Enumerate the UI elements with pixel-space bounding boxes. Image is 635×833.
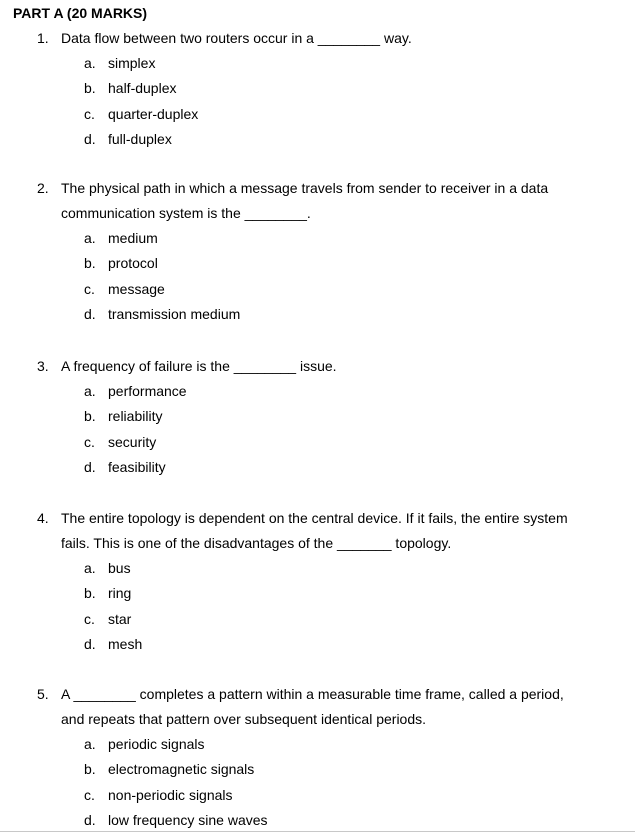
option-list [37, 51, 610, 152]
option-text: security [108, 433, 157, 450]
option-text: full-duplex [108, 130, 172, 147]
option-letter: b. [84, 80, 96, 97]
option-letter: d. [84, 305, 96, 322]
answer-blank: ________ [233, 358, 297, 374]
option-letter: d. [84, 458, 96, 475]
option-d [37, 632, 610, 657]
option-letter: c. [84, 105, 95, 122]
option-text: medium [108, 230, 158, 246]
question-text-part: . [306, 205, 311, 221]
option-b [37, 404, 610, 429]
question-text-continued [37, 201, 610, 226]
option-letter: d. [84, 130, 96, 147]
option-c [37, 430, 610, 455]
option-text: half-duplex [108, 80, 177, 97]
option-letter: b. [84, 761, 96, 778]
answer-blank: ________ [73, 686, 136, 702]
question-text: The entire topology is dependent on the central device. If it fails, the entire system [61, 510, 568, 526]
option-text: bus [108, 560, 131, 576]
option-letter: c. [84, 610, 95, 627]
question-text-part: communication system is the [61, 205, 245, 221]
question-text-part: way. [380, 30, 412, 46]
option-text: feasibility [108, 458, 166, 475]
option-list [37, 226, 610, 327]
question-number: 1. [37, 30, 49, 46]
option-c [37, 277, 610, 302]
option-a [37, 379, 610, 404]
option-text: periodic signals [108, 736, 205, 752]
option-text: transmission medium [108, 305, 241, 322]
question-text-part: issue. [296, 358, 337, 374]
option-text: message [108, 280, 165, 297]
option-d [37, 302, 610, 327]
option-letter: b. [84, 255, 96, 272]
option-text: reliability [108, 408, 163, 425]
option-text: star [108, 610, 132, 627]
question-3 [37, 354, 610, 480]
option-b [37, 251, 610, 276]
question-1 [37, 26, 610, 152]
option-letter: a. [84, 560, 96, 576]
option-list [37, 379, 610, 480]
question-text-part: A [61, 686, 74, 702]
question-text-part: A frequency of failure is the [61, 358, 234, 374]
question-text-part: completes a pattern within a measurable time frame, called a period, [135, 686, 564, 702]
question-text [61, 26, 610, 51]
option-a [37, 732, 610, 757]
option-text: quarter-duplex [108, 105, 199, 122]
option-c [37, 607, 610, 632]
question-text-continued: and repeats that pattern over subsequent identical periods. [61, 711, 427, 727]
question-4 [37, 506, 610, 657]
option-letter: c. [84, 433, 95, 450]
option-text: simplex [108, 55, 156, 71]
option-text: protocol [108, 255, 158, 272]
question-text [61, 682, 610, 707]
question-text: The physical path in which a message travels from sender to receiver in a data [61, 180, 549, 196]
option-a [37, 51, 610, 76]
question-text-part: fails. This is one of the disadvantages of the [61, 535, 338, 551]
option-list [37, 732, 610, 833]
option-text: low frequency sine waves [108, 811, 268, 828]
option-letter: c. [84, 280, 95, 297]
option-letter: b. [84, 408, 96, 425]
option-b [37, 757, 610, 782]
question-number: 2. [37, 180, 49, 196]
question-text-continued [37, 531, 610, 556]
option-a [37, 556, 610, 581]
option-c [37, 102, 610, 127]
answer-blank: ________ [317, 30, 381, 46]
question-text [61, 354, 610, 379]
option-letter: d. [84, 635, 96, 652]
question-2 [37, 176, 610, 327]
option-d [37, 127, 610, 152]
option-c [37, 783, 610, 808]
option-text: mesh [108, 635, 143, 652]
option-text: electromagnetic signals [108, 761, 255, 778]
answer-blank: ________ [244, 205, 307, 221]
option-a [37, 226, 610, 251]
option-letter: a. [84, 736, 96, 752]
section-title: PART A (20 MARKS) [13, 5, 148, 21]
option-list [37, 556, 610, 657]
question-5 [37, 682, 610, 833]
question-text-part: topology. [391, 535, 452, 551]
option-d [37, 808, 610, 833]
question-number: 3. [37, 358, 49, 374]
question-number: 5. [37, 686, 49, 702]
answer-blank: _______ [337, 535, 392, 551]
option-letter: c. [84, 786, 95, 803]
option-text: performance [108, 383, 187, 399]
option-text: non-periodic signals [108, 786, 233, 803]
option-letter: d. [84, 811, 96, 828]
option-letter: a. [84, 230, 96, 246]
option-letter: a. [84, 383, 96, 399]
option-letter: a. [84, 55, 96, 71]
option-text: ring [108, 585, 132, 602]
option-letter: b. [84, 585, 96, 602]
option-b [37, 581, 610, 606]
question-text-part: Data flow between two routers occur in a [61, 30, 318, 46]
option-d [37, 455, 610, 480]
question-number: 4. [37, 510, 49, 526]
option-b [37, 76, 610, 101]
